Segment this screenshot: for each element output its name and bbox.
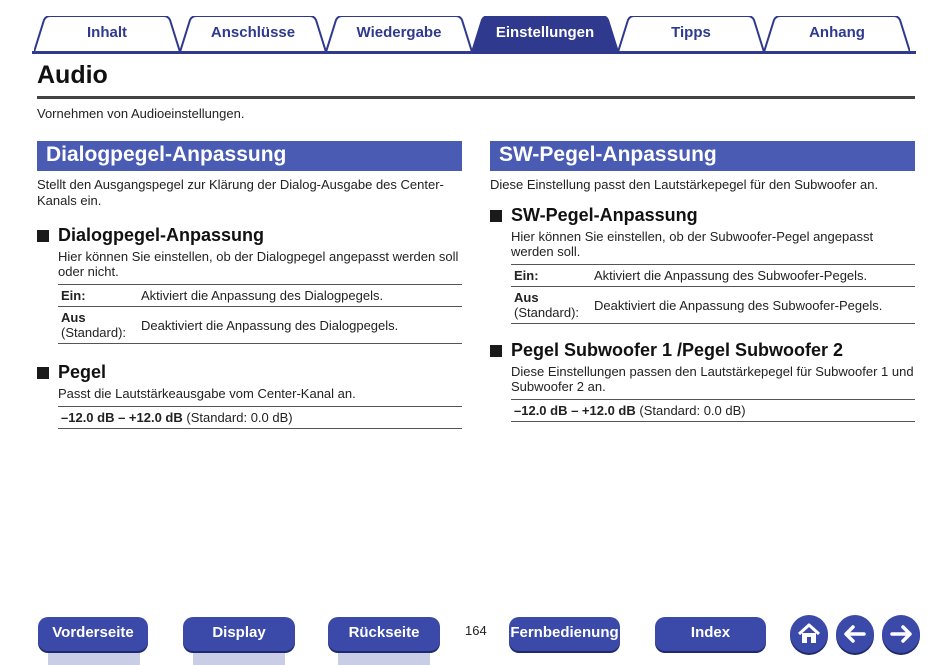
tab-label: Einstellungen — [495, 24, 595, 41]
tab-tipps[interactable] — [618, 16, 764, 52]
table-row — [511, 265, 915, 287]
nav-shadow — [193, 651, 285, 665]
subsection-body — [511, 229, 915, 324]
square-bullet-icon — [37, 367, 49, 379]
section-description: Diese Einstellung passt den Lautstärkepegel für den Subwoofer an. — [490, 177, 879, 192]
option-value: Aktiviert die Anpassung des Dialogpegels. — [138, 285, 462, 307]
table-row — [511, 287, 915, 324]
square-bullet-icon — [37, 230, 49, 242]
option-key: Aus (Standard): — [58, 307, 138, 344]
subsection-description: Hier können Sie einstellen, ob der Dialogpegel angepasst werden soll oder nicht. — [58, 249, 459, 279]
subheading-dialog — [37, 225, 462, 246]
subsection-body — [58, 386, 462, 429]
home-icon[interactable] — [790, 615, 828, 653]
section-title-sw: SW-Pegel-Anpassung — [490, 141, 915, 171]
table-row — [58, 307, 462, 344]
left-column — [37, 141, 462, 429]
subheading-pegel — [37, 362, 462, 383]
tab-bar — [32, 16, 916, 54]
page-title: Audio — [37, 61, 108, 89]
table-row — [58, 285, 462, 307]
front-button[interactable]: Vorderseite — [38, 617, 148, 651]
index-button[interactable]: Index — [655, 617, 766, 651]
subsection-body — [58, 249, 462, 344]
tab-inhalt[interactable] — [34, 16, 180, 52]
tab-anhang[interactable] — [764, 16, 910, 52]
subheading-text: Pegel Subwoofer 1 /Pegel Subwoofer 2 — [511, 340, 844, 360]
subsection-body — [511, 364, 915, 422]
subheading-text: SW-Pegel-Anpassung — [511, 205, 698, 225]
title-divider — [37, 96, 915, 99]
right-column — [490, 141, 915, 422]
subsection-description: Passt die Lautstärkeausgabe vom Center-Kanal an. — [58, 386, 356, 401]
page-intro: Vornehmen von Audioeinstellungen. — [37, 106, 245, 121]
back-button[interactable]: Rückseite — [328, 617, 440, 651]
subheading-text: Dialogpegel-Anpassung — [58, 225, 265, 245]
option-key: Aus (Standard): — [511, 287, 591, 324]
section-title-dialog: Dialogpegel-Anpassung — [37, 141, 462, 171]
square-bullet-icon — [490, 210, 502, 222]
page-number: 164 — [465, 623, 487, 638]
display-button[interactable]: Display — [183, 617, 295, 651]
arrow-right-icon[interactable] — [882, 615, 920, 653]
options-table — [511, 264, 915, 324]
subheading-sw — [490, 205, 915, 226]
square-bullet-icon — [490, 345, 502, 357]
tab-einstellungen[interactable] — [472, 16, 618, 52]
tab-label: Anschlüsse — [210, 24, 296, 41]
subheading-text: Pegel — [58, 362, 107, 382]
option-value: Deaktiviert die Anpassung des Dialogpegels. — [138, 307, 462, 344]
remote-button[interactable]: Fernbedienung — [509, 617, 620, 651]
tab-label: Wiedergabe — [356, 24, 442, 41]
subsection-description: Diese Einstellungen passen den Lautstärkepegel für Subwoofer 1 und Subwoofer 2 an. — [511, 364, 914, 394]
arrow-left-icon[interactable] — [836, 615, 874, 653]
option-value: Deaktiviert die Anpassung des Subwoofer-Pegels. — [591, 287, 915, 324]
value-range: –12.0 dB – +12.0 dB (Standard: 0.0 dB) — [511, 399, 915, 422]
tab-wiedergabe[interactable] — [326, 16, 472, 52]
tab-label: Anhang — [809, 24, 865, 41]
option-value: Aktiviert die Anpassung des Subwoofer-Pegels. — [591, 265, 915, 287]
options-table — [58, 284, 462, 344]
option-key: Ein: — [58, 285, 138, 307]
nav-shadow — [48, 651, 140, 665]
tab-label: Inhalt — [87, 24, 127, 41]
tab-label: Tipps — [671, 24, 711, 41]
subheading-subwoofer — [490, 340, 915, 361]
tab-anschluesse[interactable] — [180, 16, 326, 52]
section-description: Stellt den Ausgangspegel zur Klärung der Dialog-Ausgabe des Center-Kanals ein. — [37, 177, 444, 208]
value-range: –12.0 dB – +12.0 dB (Standard: 0.0 dB) — [58, 406, 462, 429]
subsection-description: Hier können Sie einstellen, ob der Subwoofer-Pegel angepasst werden soll. — [511, 229, 874, 259]
option-key: Ein: — [511, 265, 591, 287]
nav-shadow — [338, 651, 430, 665]
